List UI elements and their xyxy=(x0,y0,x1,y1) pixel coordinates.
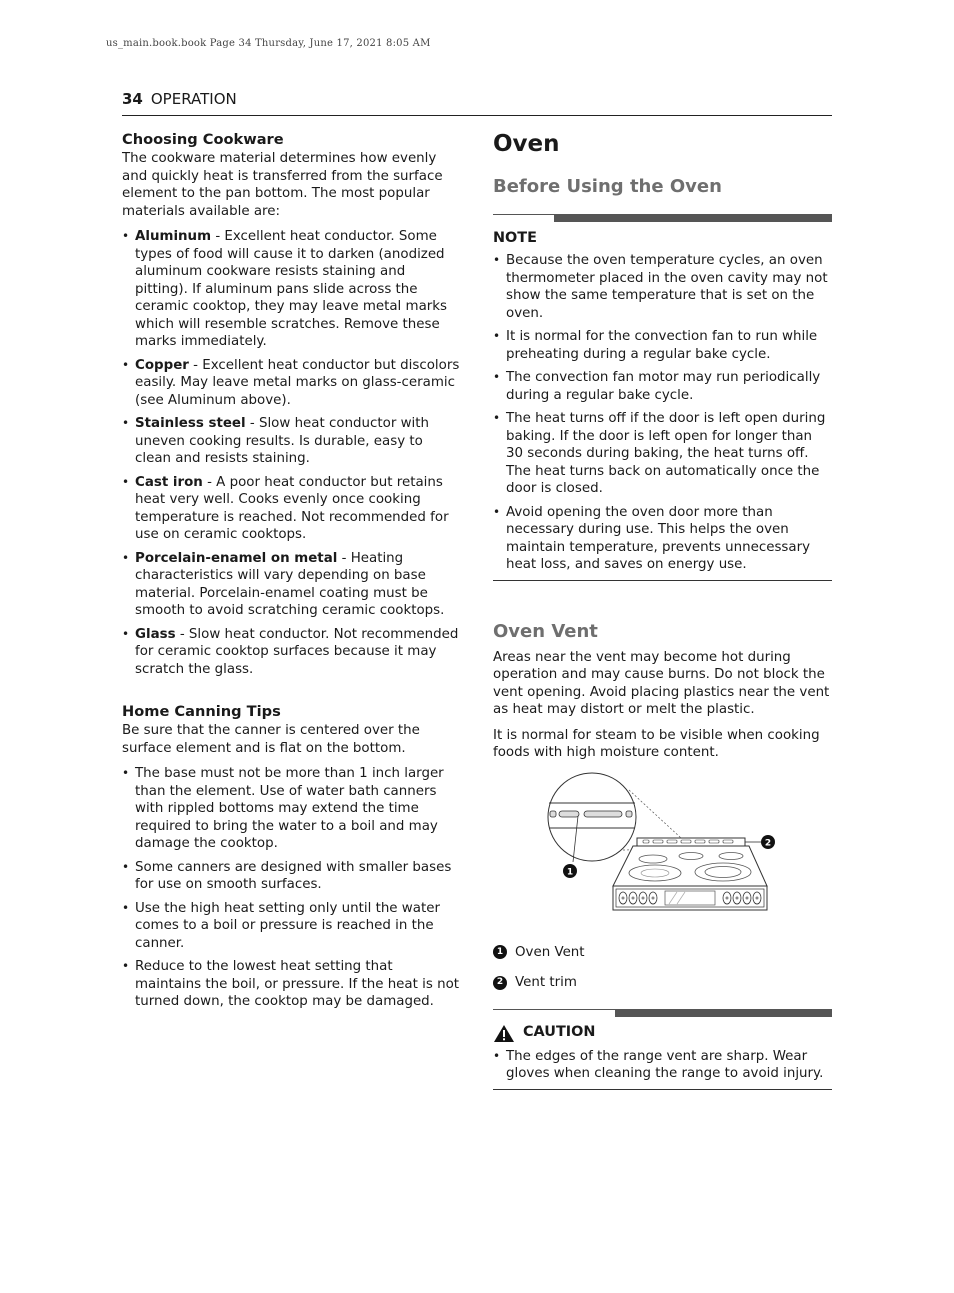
legend-label-2: Vent trim xyxy=(515,975,577,990)
range-illustration xyxy=(493,770,832,930)
list-item xyxy=(122,415,462,468)
list-item: • Avoid opening the oven door more than necessary during use. This helps the oven maintain temperature, prevents unnecessary heat loss, and saves on energy use. xyxy=(493,504,832,574)
range-vent-diagram xyxy=(493,770,832,930)
list-item: • Use the high heat setting only until the water comes to a boil or pressure is reached in the canner. xyxy=(122,900,462,953)
note-box xyxy=(493,214,832,581)
item-term: Porcelain-enamel on metal xyxy=(135,550,338,566)
list-item xyxy=(122,357,462,410)
canning-heading: Home Canning Tips xyxy=(122,703,281,720)
list-item: • Because the oven temperature cycles, an oven thermometer placed in the oven cavity may not show the same temperature that is set on the oven. xyxy=(493,252,832,322)
canning-list xyxy=(122,765,462,1011)
list-item: • Some canners are designed with smaller bases for use on smooth surfaces. xyxy=(122,859,462,894)
list-item: • It is normal for the convection fan to run while preheating during a regular bake cycle. xyxy=(493,328,832,363)
warning-icon xyxy=(493,1024,515,1043)
page-header xyxy=(122,90,832,116)
caution-box-rule xyxy=(493,1089,832,1090)
callout-2: 2 xyxy=(764,838,772,848)
item-text: - Excellent heat conductor but discolors easily. May leave metal marks on glass-ceramic (see Aluminum above). xyxy=(135,357,460,408)
left-column xyxy=(122,130,462,1017)
before-using-heading: Before Using the Oven xyxy=(493,176,722,197)
list-item xyxy=(122,550,462,620)
legend-number-1: 1 xyxy=(493,945,507,959)
item-text: - Slow heat conductor. Not recommended for ceramic cooktop surfaces because it may scratch the glass. xyxy=(135,626,459,677)
note-label: NOTE xyxy=(493,230,537,246)
item-term: Cast iron xyxy=(135,474,203,490)
legend-label-1: Oven Vent xyxy=(515,944,585,960)
list-item xyxy=(122,228,462,351)
caution-list xyxy=(493,1048,832,1083)
item-text: - Slow heat conductor with uneven cooking results. Is durable, easy to clean and resists staining. xyxy=(135,416,430,466)
oven-vent-heading: Oven Vent xyxy=(493,620,598,642)
legend-oven-vent xyxy=(493,944,832,962)
item-text: - Excellent heat conductor. Some types of food will cause it to darken (anodized aluminum cookware resists staining and pitting). If aluminum pans slide across the ceramic cooktop, they may leave metal marks which will resemble scratches. Remove these marks immediately. xyxy=(135,229,448,349)
list-item xyxy=(122,626,462,679)
section-title: OPERATION xyxy=(150,90,237,108)
note-box-bar xyxy=(493,214,832,222)
item-text: - A poor heat conductor but retains heat very well. Cooks evenly once cooking temperature is reached. Not recommended for use on ceramic cooktops. xyxy=(135,474,449,542)
legend-number-2: 2 xyxy=(493,976,507,990)
list-item: • Reduce to the lowest heat setting that maintains the boil, or pressure. If the heat is not turned down, the cooktop may be damaged. xyxy=(122,958,462,1011)
list-item: • The edges of the range vent are sharp. Wear gloves when cleaning the range to avoid injury. xyxy=(493,1048,832,1083)
page-number: 34 xyxy=(122,90,143,108)
canning-intro: Be sure that the canner is centered over the surface element and is flat on the bottom. xyxy=(122,723,420,756)
list-item xyxy=(122,474,462,544)
cookware-heading: Choosing Cookware xyxy=(122,131,284,148)
caution-header xyxy=(493,1024,832,1043)
caution-box xyxy=(493,1009,832,1090)
item-term: Stainless steel xyxy=(135,416,246,431)
cookware-intro: The cookware material determines how evenly and quickly heat is transferred from the surface element to the pan bottom. The most popular materials available are: xyxy=(122,151,443,219)
item-term: Glass xyxy=(135,626,176,642)
caution-box-bar xyxy=(493,1009,832,1017)
legend-vent-trim xyxy=(493,974,832,992)
vent-paragraph-1: Areas near the vent may become hot during operation and may cause burns. Do not block the vent opening. Avoid placing plastics near the vent as heat may distort or melt the plastic. xyxy=(493,649,830,717)
item-term: Copper xyxy=(135,357,189,373)
list-item: • The convection fan motor may run periodically during a regular bake cycle. xyxy=(493,369,832,404)
callout-1: 1 xyxy=(566,867,574,877)
item-term: Aluminum xyxy=(135,229,212,244)
note-list xyxy=(493,252,832,574)
print-info-line: us_main.book.book Page 34 Thursday, June 17, 2021 8:05 AM xyxy=(106,38,431,49)
vent-paragraph-2: It is normal for steam to be visible when cooking foods with high moisture content. xyxy=(493,727,820,760)
cookware-list xyxy=(122,228,462,678)
list-item: • The base must not be more than 1 inch larger than the element. Use of water bath canners with rippled bottoms may extend the time required to bring the water to a boil and may damage the cooktop. xyxy=(122,765,462,853)
right-column xyxy=(493,130,832,1090)
list-item: • The heat turns off if the door is left open during baking. If the door is left open for longer than 30 seconds during baking, the heat turns off. The heat turns back on automatically once the door is closed. xyxy=(493,410,832,498)
oven-heading: Oven xyxy=(493,131,560,157)
item-text: - Heating characteristics will vary depending on base material. Porcelain-enamel coating must be smooth to avoid scratching ceramic cooktops. xyxy=(135,550,445,618)
caution-label: CAUTION xyxy=(523,1024,596,1041)
